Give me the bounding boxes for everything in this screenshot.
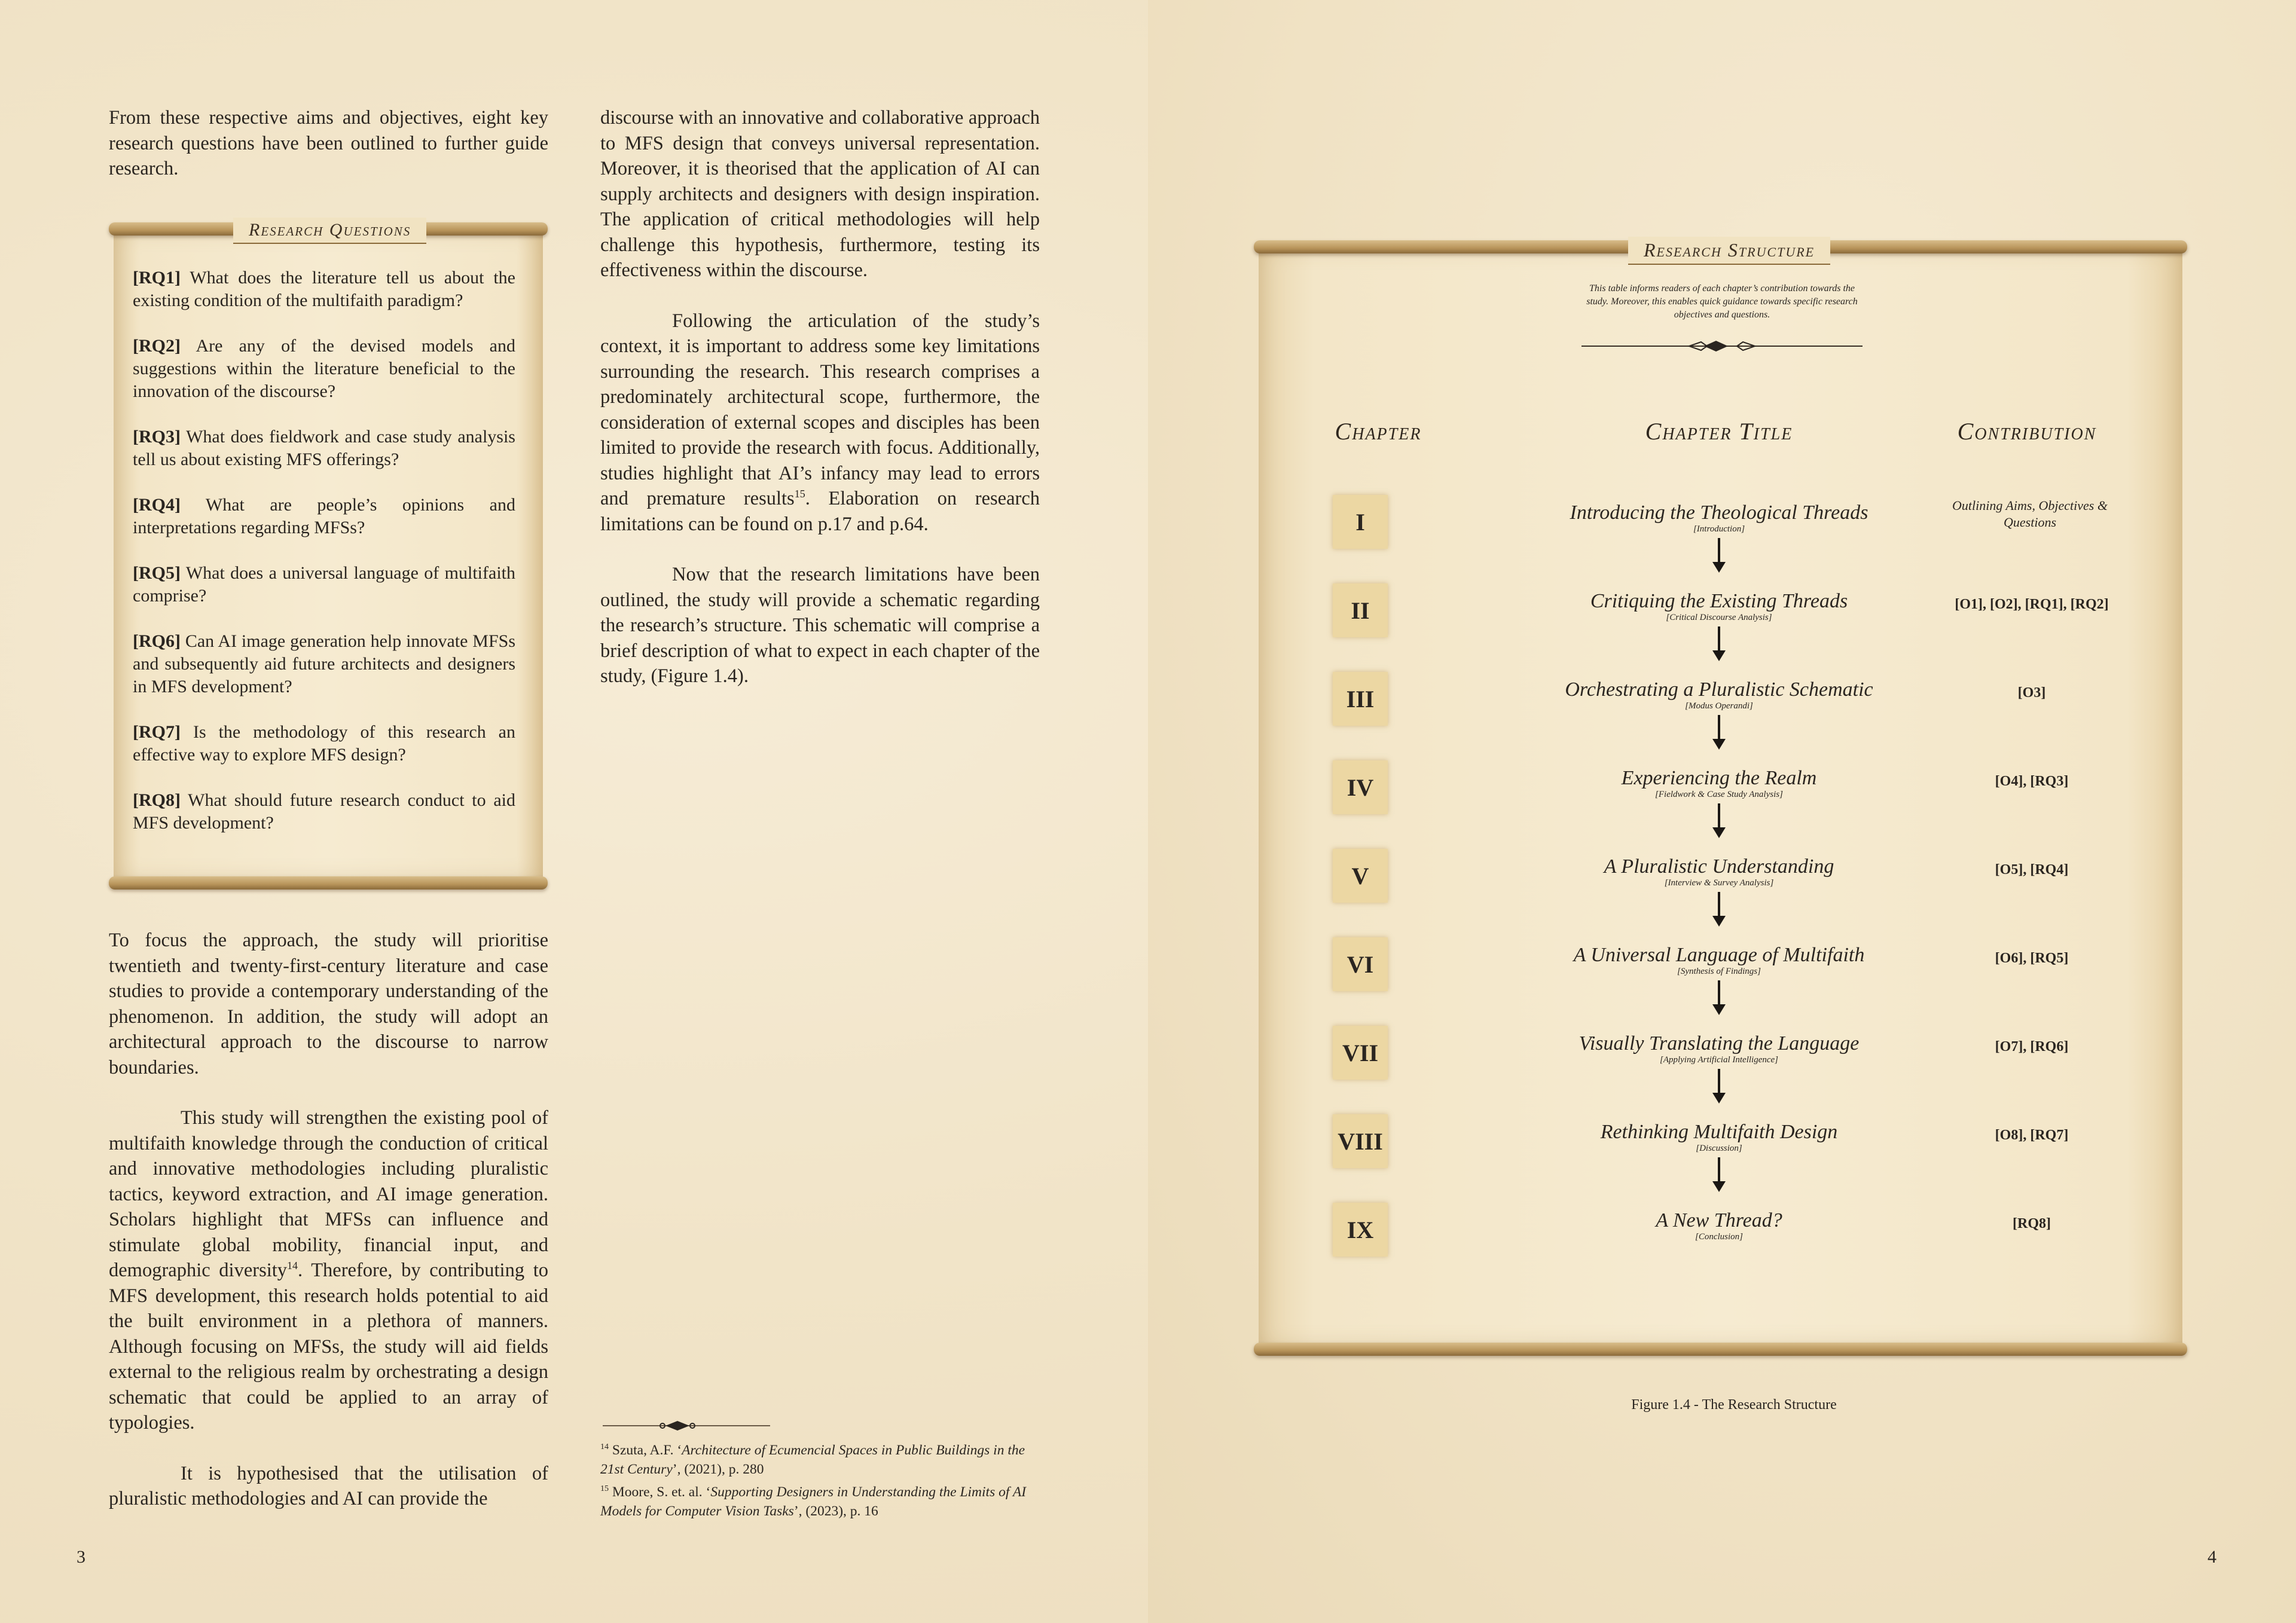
research-question-item [133,789,515,835]
research-question-id: [RQ2] [133,336,181,356]
chapter-contribution: [O3] [2017,685,2046,701]
research-questions-panel [114,220,543,885]
research-question-id: [RQ6] [133,631,181,651]
chapter-numeral: VIII [1333,1114,1388,1168]
chapter-numeral: III [1333,672,1388,726]
flow-arrow-icon [1718,803,1720,830]
research-question-id: [RQ3] [133,427,181,447]
footnote-item [600,1441,1040,1479]
research-question-text: What does fieldwork and case study analysis tell us about existing MFS offerings? [133,427,515,469]
chapter-numeral: IV [1333,760,1388,814]
research-question-text: What does a universal language of multifaith comprise? [133,563,515,606]
research-question-text: Are any of the devised models and suggestions within the literature beneficial to the innovation of the discourse? [133,336,515,401]
research-structure-panel [1259,239,2182,1351]
research-question-id: [RQ4] [133,495,181,515]
chapter-contribution: [O7], [RQ6] [1995,1039,2069,1055]
left-column-1 [109,105,548,207]
footnote-number: 15 [600,1484,609,1494]
research-question-text: What should future research conduct to aid MFS development? [133,790,515,833]
footnote-author: Moore, S. et. al. ‘ [609,1484,711,1500]
left-column-2 [600,105,1040,714]
research-question-id: [RQ1] [133,268,181,288]
flow-arrow-icon [1718,538,1720,564]
footnote-author: Szuta, A.F. ‘ [609,1442,682,1458]
chapter-subtitle: [Interview & Survey Analysis] [1664,878,1774,888]
research-question-id: [RQ8] [133,790,181,810]
footnote-number: 14 [600,1442,609,1452]
chapter-contribution: [O8], [RQ7] [1995,1127,2069,1143]
footnote-ref-14[interactable]: 14 [287,1260,298,1272]
research-question-item [133,630,515,698]
limitations-text-a: Following the articulation of the study’s context, it is important to address some key limitations surrounding the research. This research comprises a predominately architectural scope, furthermore, the consideration of external scopes and disciples has been limited to provide the research with focus. Additionally, studies highlight that AI’s infancy may lead to errors and premature results [600,310,1040,509]
research-question-item [133,335,515,403]
chapter-title: Visually Translating the Language [1578,1032,1860,1055]
chapter-subtitle: [Synthesis of Findings] [1677,967,1761,976]
header-contribution: Contribution [1957,418,2097,445]
scroll-bottom-edge [1254,1343,2187,1356]
chapter-contribution: [O5], [RQ4] [1995,862,2069,878]
research-question-item [133,267,515,312]
research-question-id: [RQ5] [133,563,181,583]
footnote-item [600,1483,1040,1521]
strengthen-paragraph [109,1105,548,1436]
chapter-contribution: [O4], [RQ3] [1995,774,2069,789]
research-question-text: What are people’s opinions and interpretations regarding MFSs? [133,495,515,537]
chapter-numeral: VII [1333,1026,1388,1080]
chapter-title: A Universal Language of Multifaith [1573,944,1865,966]
structure-description: This table informs readers of each chapter’s contribution towards the study. Moreover, this enables quick guidance towards specific research objectives and questions. [1586,283,1858,320]
footnote-citation: ’, (2023), p. 16 [793,1503,878,1519]
chapter-title: A New Thread? [1656,1209,1782,1231]
chapter-subtitle: [Fieldwork & Case Study Analysis] [1655,790,1783,799]
flow-arrow-icon [1718,892,1720,918]
flow-arrow-icon [1718,1069,1720,1095]
schematic-paragraph: Now that the research limitations have been outlined, the study will provide a schematic regarding the research’s structure. This schematic will comprise a brief description of what to expect in each chapter of the study, (Figure 1.4). [600,564,1040,687]
footnote-ref-15[interactable]: 15 [794,488,805,500]
chapter-numeral: V [1333,849,1388,903]
page-number-right: 4 [2208,1547,2216,1567]
flow-arrow-icon [1718,1157,1720,1184]
intro-paragraph: From these respective aims and objectives, eight key research questions have been outlined to further guide research. [109,107,548,179]
flow-arrow-icon [1718,980,1720,1007]
focus-paragraph: To focus the approach, the study will prioritise twentieth and twenty-first-century literature and case studies to provide a contemporary understanding of the phenomenon. In addition, the study will adopt an architectural approach to the discourse to narrow boundaries. [109,930,548,1078]
research-questions-list [133,267,515,857]
footnote-title: Supporting Designers in Understanding the Limits of AI Models for Computer Vision Tasks [600,1484,1027,1519]
chapter-subtitle: [Conclusion] [1694,1232,1743,1242]
chapter-numeral: IX [1333,1203,1388,1257]
chapter-subtitle: [Critical Discourse Analysis] [1666,613,1772,622]
flow-arrow-icon [1718,626,1720,653]
research-question-item [133,426,515,471]
scroll-bottom-edge [109,876,548,890]
chapter-title: Introducing the Theological Threads [1570,502,1868,524]
left-column-1-lower [109,928,548,1537]
chapter-subtitle: [Applying Artificial Intelligence] [1659,1055,1779,1065]
limitations-paragraph [600,308,1040,537]
chapter-numeral: I [1333,495,1388,549]
chapter-subtitle: [Discussion] [1696,1144,1742,1153]
chapter-numeral: II [1333,583,1388,637]
footnote-citation: ’, (2021), p. 280 [672,1462,764,1477]
chapter-title: A Pluralistic Understanding [1604,855,1834,878]
research-question-item [133,562,515,607]
footnote-divider [603,1417,770,1435]
page-number-left: 3 [77,1547,86,1567]
strengthen-text-b: . Therefore, by contributing to MFS development, this research holds potential to aid the built environment in a plethora of manners. Although focusing on MFSs, the study will aid fields external to the religious realm by orchestrating a design schematic that could be applied to an array of typologies. [109,1260,548,1434]
research-question-id: [RQ7] [133,722,181,742]
research-question-text: What does the literature tell us about the existing condition of the multifaith paradigm? [133,268,515,310]
chapter-title: Experiencing the Realm [1621,767,1817,789]
limitations-text-b: . Elaboration on research limitations can be found on p.17 and p.64. [600,488,1040,535]
flow-arrow-icon [1718,715,1720,741]
chapter-title: Rethinking Multifaith Design [1600,1121,1838,1143]
chapter-contribution: [RQ8] [2013,1216,2051,1231]
chapter-contribution: [O1], [O2], [RQ1], [RQ2] [1955,597,2109,612]
strengthen-text-a: This study will strengthen the existing pool of multifaith knowledge through the conduction of critical and innovative methodologies including pluralistic tactics, keyword extraction, and AI image generation. Scholars highlight that MFSs can influence and stimulate global mobility, financial input, and demographic diversity [109,1107,548,1281]
chapter-subtitle: [Introduction] [1693,524,1745,534]
right-page [1148,0,2296,1623]
hypothesis-paragraph: It is hypothesised that the utilisation of pluralistic methodologies and AI can provide the [109,1462,548,1509]
chapter-title: Critiquing the Existing Threads [1590,590,1848,612]
chapter-contribution: [O6], [RQ5] [1995,950,2069,966]
footnote-title: Architecture of Ecumencial Spaces in Public Buildings in the 21st Century [600,1442,1025,1477]
research-question-text: Can AI image generation help innovate MFSs and subsequently aid future architects and designers in MFS development? [133,631,515,696]
research-question-text: Is the methodology of this research an effective way to explore MFS design? [133,722,515,765]
chapter-subtitle: [Modus Operandi] [1685,701,1753,711]
discourse-paragraph: discourse with an innovative and collaborative approach to MFS design that conveys universal representation. Moreover, it is theorised that the application of AI can supply architects and designers with design inspiration. The application of critical methodologies will help challenge this hypothesis, furthermore, testing its effectiveness within the discourse. [600,107,1040,281]
header-chapter: Chapter [1335,418,1422,445]
chapter-numeral: VI [1333,937,1388,991]
ornamental-divider [1581,337,1863,355]
figure-caption: Figure 1.4 - The Research Structure [1631,1397,1837,1413]
research-question-item [133,494,515,539]
footnotes [600,1441,1040,1524]
research-question-item [133,721,515,766]
chapter-contribution: Outlining Aims, Objectives & Questions [1952,498,2108,530]
chapter-title: Orchestrating a Pluralistic Schematic [1565,678,1873,701]
header-chapter-title: Chapter Title [1645,418,1793,445]
research-structure-title: Research Structure [1628,237,1830,265]
research-questions-title: Research Questions [233,218,426,244]
